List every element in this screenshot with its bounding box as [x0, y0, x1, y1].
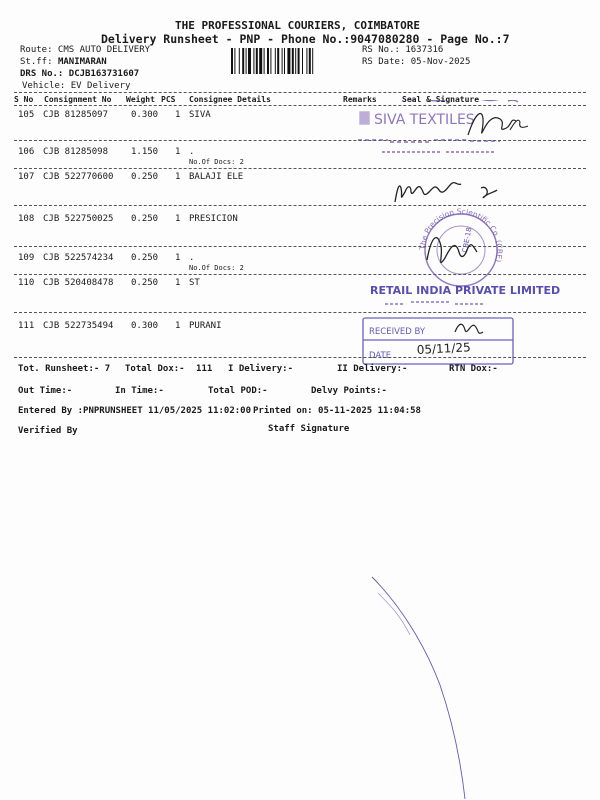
rs-number: RS No.: 1637316 — [362, 45, 444, 55]
row-weight: 0.250 — [131, 172, 159, 182]
staff-label: St.ff: — [20, 57, 53, 67]
in-time: In Time:- — [115, 386, 164, 396]
received-stamp — [355, 298, 555, 368]
row-consignment: CJB 522750025 — [43, 214, 114, 224]
col-sno: S No — [14, 95, 34, 104]
row-consignment: CJB 81285098 — [43, 147, 109, 157]
siva-stamp-text: SIVA TEXTILES — [374, 112, 475, 128]
verified-by: Verified By — [18, 426, 78, 436]
row-sno: 108 — [18, 214, 35, 224]
row-consignee: ST — [189, 278, 200, 288]
drs-value: DCJB163731607 — [68, 69, 140, 79]
col-remarks: Remarks — [343, 95, 377, 104]
total-pod: Total POD:- — [208, 386, 268, 396]
row-consignee: PRESICION — [189, 214, 238, 224]
total-dox-label: Total Dox:- — [125, 364, 185, 374]
row-sno: 110 — [18, 278, 35, 288]
rtn-dox: RTN Dox:- — [449, 364, 498, 374]
row-weight: 0.250 — [131, 214, 159, 224]
row-sno: 106 — [18, 147, 35, 157]
precision-round-stamp — [405, 205, 520, 290]
col-consignee: Consignee Details — [189, 95, 271, 104]
row-consignee: . — [189, 253, 195, 263]
row-consignee: PURANI — [189, 321, 222, 331]
row-consignment: CJB 522770600 — [43, 172, 114, 182]
row-pcs: 1 — [175, 214, 181, 224]
col-seal-signature: Seal & Signature — [402, 95, 480, 104]
row-consignment: CJB 81285097 — [43, 110, 109, 120]
ii-delivery: II Delivery:- — [337, 364, 408, 374]
out-time: Out Time:- — [18, 386, 73, 396]
row-sno: 105 — [18, 110, 35, 120]
printed-on: Printed on: 05-11-2025 11:04:58 — [253, 406, 421, 416]
date-label: DATE — [369, 351, 392, 361]
row-pcs: 1 — [175, 321, 181, 331]
row-consignee: SIVA — [189, 110, 211, 120]
row-weight: 0.300 — [131, 321, 159, 331]
row-consignee: BALAJI ELE — [189, 172, 244, 182]
retail-stamp: RETAIL INDIA PRIVATE LIMITED — [370, 284, 561, 297]
total-dox-value: 111 — [196, 364, 213, 374]
col-consignment: Consignment No — [44, 95, 112, 104]
drs-line — [20, 69, 139, 79]
divider-top — [14, 92, 586, 93]
staff-signature-label: Staff Signature — [268, 424, 350, 434]
runsheet-subtitle: Delivery Runsheet - PNP - Phone No.:9047080280 - Page No.:7 — [101, 32, 510, 46]
row-pcs: 1 — [175, 110, 181, 120]
row-pcs: 1 — [175, 172, 181, 182]
vehicle: Vehicle: EV Delivery — [22, 81, 131, 91]
row-consignment: CJB 522735494 — [43, 321, 114, 331]
row-weight: 0.300 — [131, 110, 159, 120]
pen-stroke — [370, 575, 480, 800]
siva-stamp — [350, 100, 560, 162]
row-docs-note: No.Of Docs: 2 — [189, 264, 244, 272]
col-weight: Weight — [126, 95, 155, 104]
handwritten-date: 05/11/25 — [416, 340, 471, 357]
col-pcs: PCS — [161, 95, 176, 104]
staff-value: MANIMARAN — [57, 57, 107, 67]
row-weight: 1.150 — [131, 147, 159, 157]
row-pcs: 1 — [175, 253, 181, 263]
entered-by: Entered By :PNPRUNSHEET 11/05/2025 11:02:00 — [18, 406, 251, 416]
i-delivery: I Delivery:- — [228, 364, 294, 374]
row-consignment: CJB 520408478 — [43, 278, 114, 288]
received-label: RECEIVED BY — [369, 327, 426, 337]
row-sno: 107 — [18, 172, 35, 182]
row-sno: 111 — [18, 321, 35, 331]
svg-text:The Precision Scientific Co. ( — [418, 207, 504, 263]
row-docs-note: No.Of Docs: 2 — [189, 158, 244, 166]
row-divider — [14, 168, 586, 169]
row-consignment: CJB 522574234 — [43, 253, 114, 263]
row-pcs: 1 — [175, 278, 181, 288]
barcode — [231, 48, 357, 74]
row-sno: 109 — [18, 253, 35, 263]
company-title: THE PROFESSIONAL COURIERS, COIMBATORE — [175, 19, 421, 32]
row-pcs: 1 — [175, 147, 181, 157]
row-weight: 0.250 — [131, 253, 159, 263]
total-dox — [125, 364, 212, 374]
delvy-points: Delvy Points:- — [311, 386, 387, 396]
drs-label: DRS No.: — [20, 69, 64, 79]
row-consignee: . — [189, 147, 195, 157]
row-weight: 0.250 — [131, 278, 159, 288]
staff-line — [20, 57, 107, 67]
round-stamp-center: CBE-18 — [461, 226, 474, 254]
rs-date: RS Date: 05-Nov-2025 — [362, 57, 471, 67]
route: Route: CMS AUTO DELIVERY — [20, 45, 151, 55]
tot-runsheet: Tot. Runsheet:- 7 — [18, 364, 111, 374]
round-stamp-text: The Precision Scientific Co. (CBE) — [417, 206, 505, 264]
